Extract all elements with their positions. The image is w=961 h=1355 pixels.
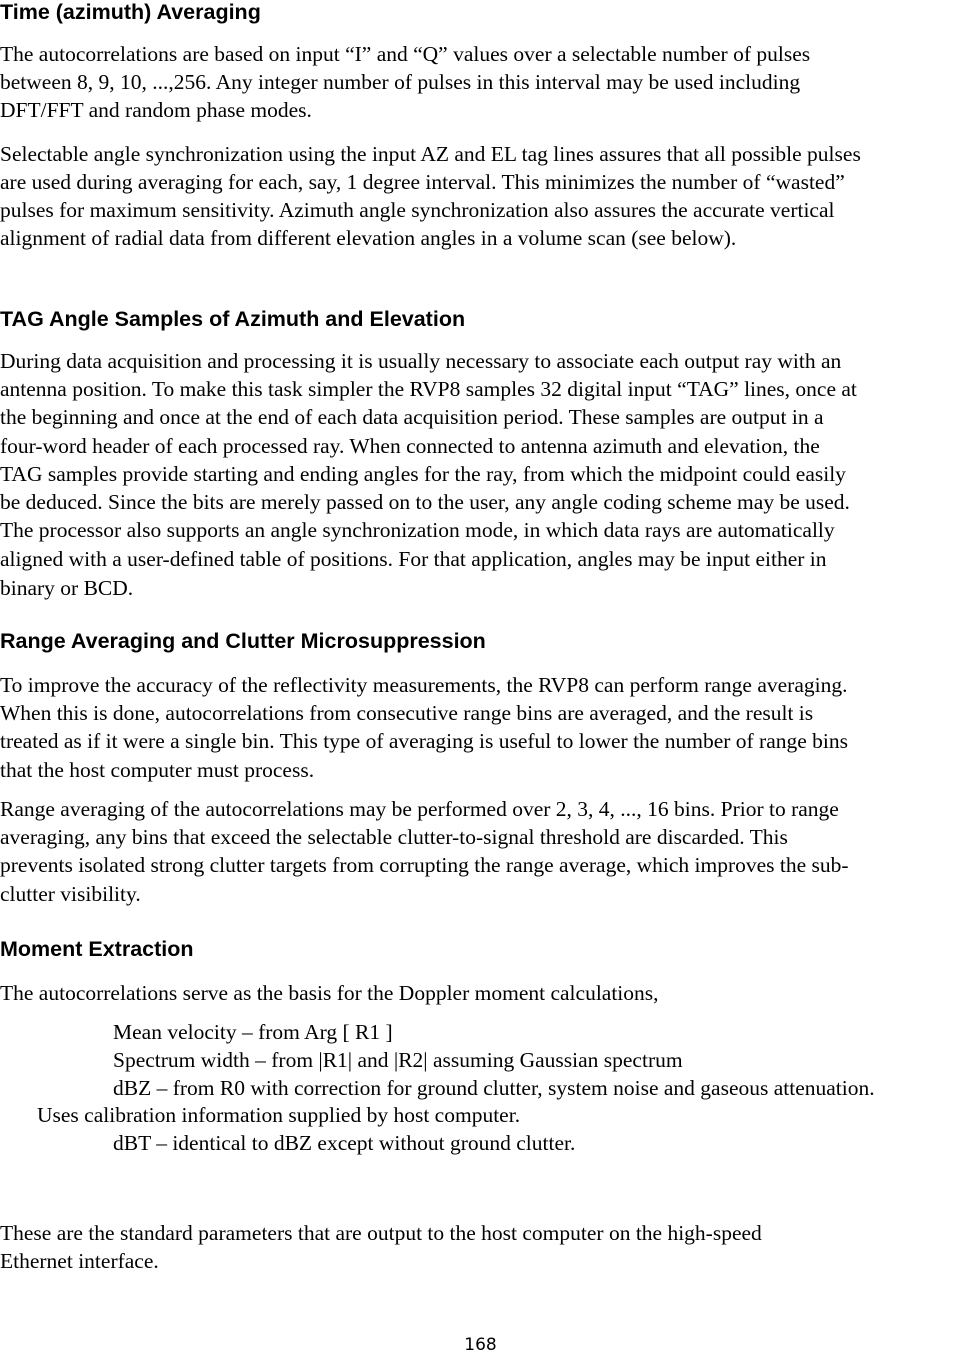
paragraph-line: During data acquisition and processing it is usually necessary to associate each output ray with an xyxy=(0,349,842,373)
paragraph-line: between 8, 9, 10, ...,256. Any integer number of pulses in this interval may be used including xyxy=(0,70,801,94)
paragraph-line: antenna position. To make this task simpler the RVP8 samples 32 digital input “TAG” lines, once at xyxy=(0,377,857,401)
moment-item: dBT – identical to dBZ except without ground clutter. xyxy=(113,1131,576,1155)
moment-item: Mean velocity – from Arg [ R1 ] xyxy=(113,1020,393,1044)
paragraph-line: pulses for maximum sensitivity. Azimuth angle synchronization also assures the accurate vertical xyxy=(0,198,835,222)
paragraph-line: TAG samples provide starting and ending angles for the ray, from which the midpoint could easily xyxy=(0,462,846,486)
section-heading-moment-extraction: Moment Extraction xyxy=(0,937,194,961)
paragraph-line: The autocorrelations are based on input “I” and “Q” values over a selectable number of pulses xyxy=(0,42,811,66)
paragraph-line: treated as if it were a single bin. This type of averaging is useful to lower the number of range bins xyxy=(0,729,849,753)
paragraph-line: To improve the accuracy of the reflectivity measurements, the RVP8 can perform range averaging. xyxy=(0,673,848,697)
paragraph-line: prevents isolated strong clutter targets from corrupting the range average, which improves the sub- xyxy=(0,853,849,877)
moment-item-continuation: Uses calibration information supplied by host computer. xyxy=(37,1103,521,1127)
page-number: 168 xyxy=(464,1335,497,1355)
section-heading-tag-angle-samples: TAG Angle Samples of Azimuth and Elevation xyxy=(0,307,466,331)
closing-line: Ethernet interface. xyxy=(0,1249,159,1273)
closing-line: These are the standard parameters that are output to the host computer on the high-speed xyxy=(0,1221,762,1245)
paragraph-line: The processor also supports an angle synchronization mode, in which data rays are automatically xyxy=(0,518,835,542)
paragraph-line: clutter visibility. xyxy=(0,882,141,906)
paragraph-line: averaging, any bins that exceed the selectable clutter-to-signal threshold are discarded. This xyxy=(0,825,788,849)
paragraph-line: binary or BCD. xyxy=(0,576,134,600)
paragraph-line: alignment of radial data from different elevation angles in a volume scan (see below). xyxy=(0,226,737,250)
paragraph-line: The autocorrelations serve as the basis for the Doppler moment calculations, xyxy=(0,981,659,1005)
paragraph-line: aligned with a user-defined table of positions. For that application, angles may be input either in xyxy=(0,547,827,571)
paragraph-line: DFT/FFT and random phase modes. xyxy=(0,98,312,122)
paragraph-line: are used during averaging for each, say, 1 degree interval. This minimizes the number of “wasted” xyxy=(0,170,845,194)
paragraph-line: the beginning and once at the end of each data acquisition period. These samples are output in a xyxy=(0,405,824,429)
paragraph-line: Range averaging of the autocorrelations may be performed over 2, 3, 4, ..., 16 bins. Prior to range xyxy=(0,797,839,821)
section-heading-range-averaging: Range Averaging and Clutter Microsuppression xyxy=(0,629,486,653)
moment-item: Spectrum width – from |R1| and |R2| assuming Gaussian spectrum xyxy=(113,1048,683,1072)
section-heading-time-averaging: Time (azimuth) Averaging xyxy=(0,0,261,24)
moment-item: dBZ – from R0 with correction for ground clutter, system noise and gaseous attenuation. xyxy=(113,1076,875,1100)
paragraph-line: When this is done, autocorrelations from consecutive range bins are averaged, and the result is xyxy=(0,701,814,725)
paragraph-line: four-word header of each processed ray. When connected to antenna azimuth and elevation, the xyxy=(0,434,820,458)
paragraph-line: that the host computer must process. xyxy=(0,758,315,782)
paragraph-line: be deduced. Since the bits are merely passed on to the user, any angle coding scheme may be used. xyxy=(0,490,850,514)
paragraph-line: Selectable angle synchronization using the input AZ and EL tag lines assures that all possible pulses xyxy=(0,142,861,166)
